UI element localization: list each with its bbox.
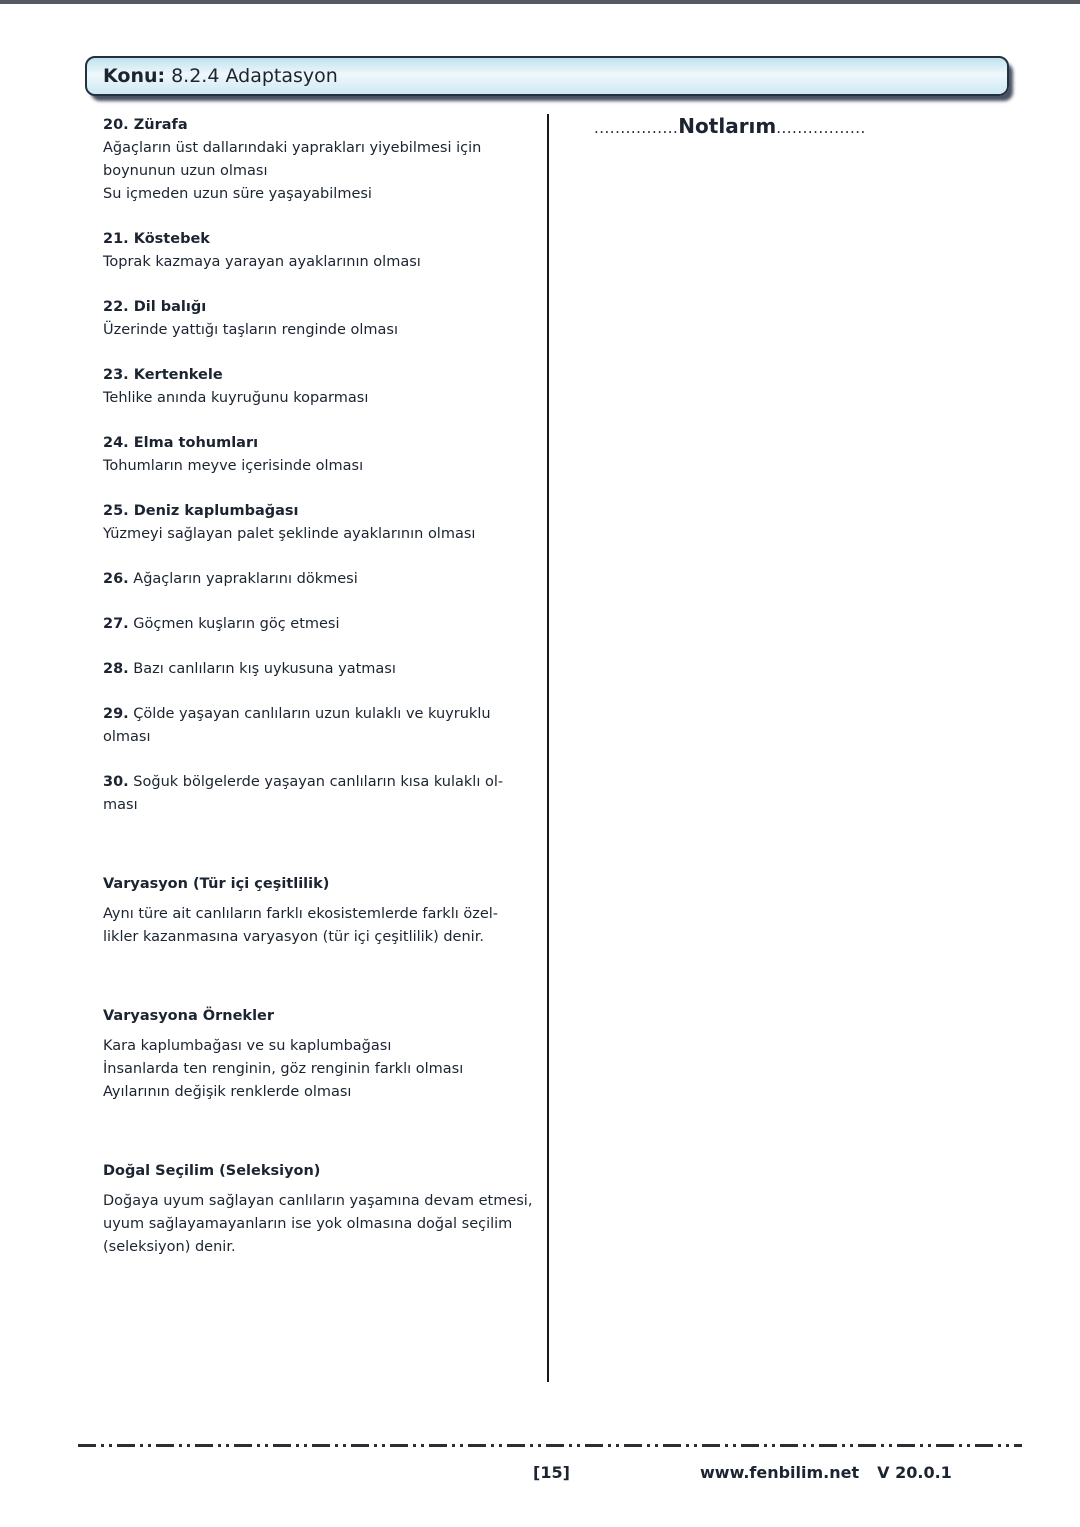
item-first-line: 27. Göçmen kuşların göç etmesi: [103, 616, 340, 632]
info-section: [103, 1005, 548, 1104]
item-text-line: Doğaya uyum sağlayan canlıların yaşamına devam etmesi,: [103, 1193, 533, 1209]
item-number: 26.: [103, 571, 129, 587]
section-title: Varyasyon (Tür içi çeşitlilik): [103, 876, 330, 892]
topic-title: 8.2.4 Adaptasyon: [171, 65, 338, 87]
item-text-line: boynunun uzun olması: [103, 163, 268, 179]
item-number: 22. Dil balığı: [103, 299, 207, 315]
item-text-line: olması: [103, 729, 151, 745]
item-text-line: Ağaçların üst dallarındaki yaprakları yiyebilmesi için: [103, 140, 482, 156]
list-item: [103, 114, 548, 206]
list-item: [103, 432, 548, 478]
list-item: [103, 658, 548, 681]
item-first-line: [103, 432, 548, 455]
page-number: [15]: [533, 1463, 570, 1482]
item-first-line: [103, 500, 548, 523]
item-first-line: [103, 228, 548, 251]
item-text-line: Üzerinde yattığı taşların renginde olması: [103, 322, 398, 338]
item-first-line: [103, 364, 548, 387]
list-item: [103, 228, 548, 274]
item-number: 25. Deniz kaplumbağası: [103, 503, 299, 519]
item-text-line: Yüzmeyi sağlayan palet şeklinde ayaklarının olması: [103, 526, 476, 542]
item-first-line: [103, 114, 548, 137]
item-number: 24. Elma tohumları: [103, 435, 259, 451]
version-label: V 20.0.1: [877, 1463, 952, 1482]
item-first-line: 28. Bazı canlıların kış uykusuna yatması: [103, 661, 396, 677]
notes-header: [594, 114, 866, 138]
item-text-line: Ayılarının değişik renklerde olması: [103, 1084, 352, 1100]
item-first-line: 30. Soğuk bölgelerde yaşayan canlıların kısa kulaklı ol-: [103, 774, 504, 790]
item-number: 23. Kertenkele: [103, 367, 223, 383]
item-text-line: (seleksiyon) denir.: [103, 1239, 236, 1255]
site-url: www.fenbilim.net: [700, 1463, 860, 1482]
item-number: 20. Zürafa: [103, 117, 188, 133]
item-number: 27.: [103, 616, 129, 632]
item-text-line: ması: [103, 797, 138, 813]
item-number: 30.: [103, 774, 129, 790]
item-text-line: Su içmeden uzun süre yaşayabilmesi: [103, 186, 372, 202]
item-text-line: Tehlike anında kuyruğunu koparması: [103, 390, 369, 406]
item-text-line: Kara kaplumbağası ve su kaplumbağası: [103, 1038, 392, 1054]
list-item: [103, 568, 548, 591]
item-first-line: 29. Çölde yaşayan canlıların uzun kulaklı ve kuyruklu: [103, 706, 491, 722]
footer-divider: [78, 1444, 1022, 1447]
section-title: Varyasyona Örnekler: [103, 1008, 275, 1024]
notes-title: Notlarım: [678, 114, 777, 138]
item-text-line: İnsanlarda ten renginin, göz renginin farklı olması: [103, 1061, 464, 1077]
item-first-line: [103, 296, 548, 319]
page-top-edge: [0, 0, 1080, 4]
list-item: [103, 703, 548, 749]
list-item: [103, 364, 548, 410]
list-item: [103, 613, 548, 636]
info-section: [103, 1160, 548, 1259]
list-item: [103, 296, 548, 342]
item-number: 29.: [103, 706, 129, 722]
list-item: [103, 771, 548, 817]
item-text-line: Toprak kazmaya yarayan ayaklarının olması: [103, 254, 421, 270]
notes-dots-right: .................: [776, 119, 866, 137]
item-text-line: uyum sağlayamayanların ise yok olmasına doğal seçilim: [103, 1216, 513, 1232]
topic-banner: [85, 56, 1009, 96]
section-title: Doğal Seçilim (Seleksiyon): [103, 1163, 321, 1179]
footer-credit: [700, 1463, 952, 1482]
notes-dots-left: ................: [594, 119, 679, 137]
item-text-line: Aynı türe ait canlıların farklı ekosistemlerde farklı özel-: [103, 906, 499, 922]
item-number: 28.: [103, 661, 129, 677]
list-item: [103, 500, 548, 546]
item-number: 21. Köstebek: [103, 231, 210, 247]
item-text-line: Tohumların meyve içerisinde olması: [103, 458, 364, 474]
topic-label: Konu:: [103, 65, 166, 87]
item-text-line: likler kazanmasına varyasyon (tür içi çeşitlilik) denir.: [103, 929, 484, 945]
item-first-line: 26. Ağaçların yapraklarını dökmesi: [103, 571, 358, 587]
info-section: [103, 873, 548, 949]
column-divider: [547, 114, 549, 1382]
content-column: [103, 114, 548, 1259]
